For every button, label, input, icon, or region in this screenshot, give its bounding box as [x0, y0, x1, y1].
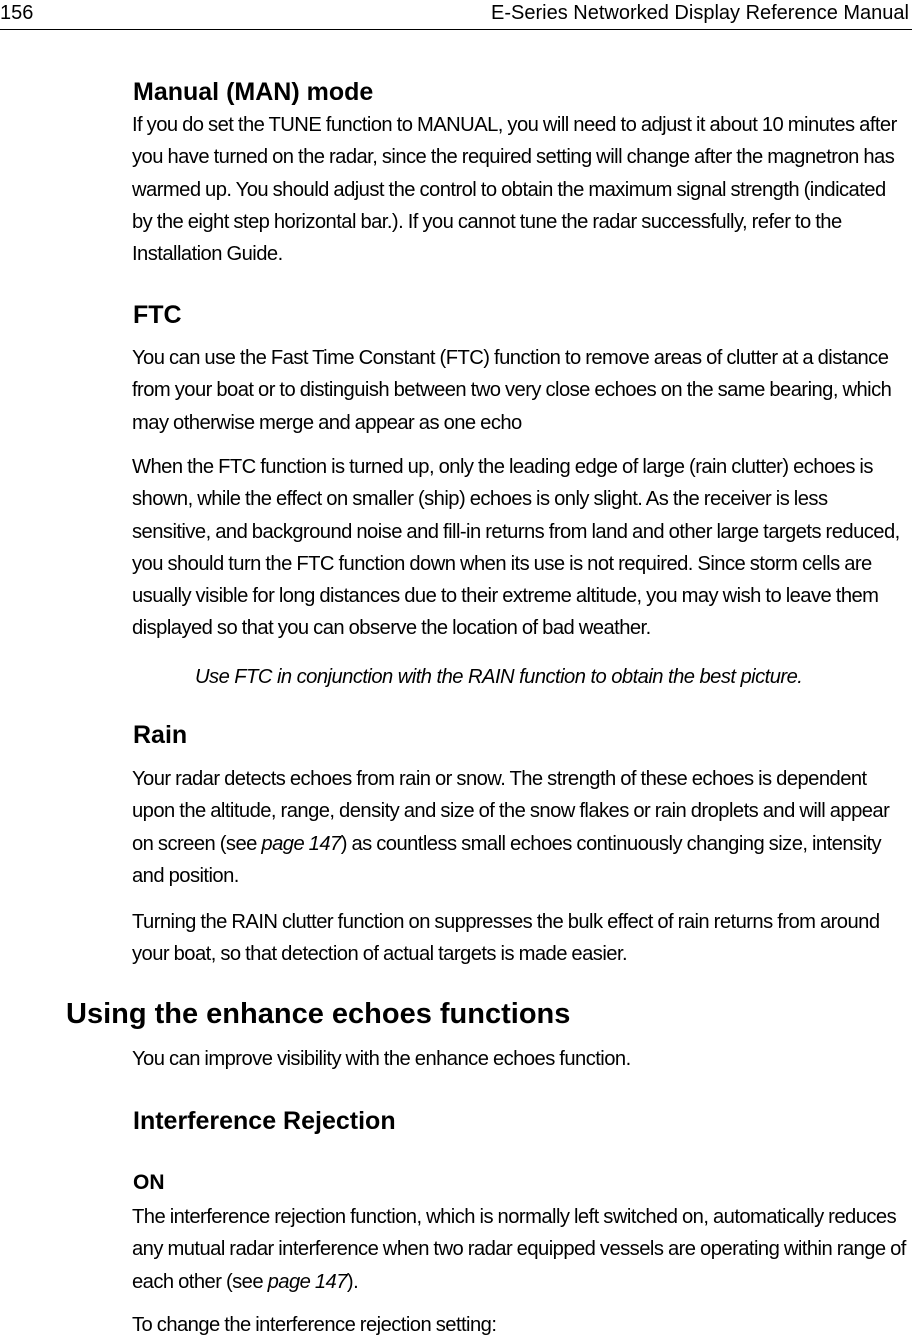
ftc-paragraph-1: You can use the Fast Time Constant (FTC) function to remove areas of clutter at a distance from your boat or to distinguish between two very close echoes on the same bearing, which may otherwise merge and appear as one echo [132, 347, 892, 434]
manual-mode-paragraph: If you do set the TUNE function to MANUAL, you will need to adjust it about 10 minutes after you have turned on the radar, since the required setting will change after the magnetron has warmed up. You should adjust the control to obtain the maximum signal strength (indicated by the eight step horizontal bar.). If you cannot tune the radar successfully, refer to the Installation Guide. [132, 114, 897, 266]
rain-paragraph-1: Your radar detects echoes from rain or snow. The strength of these echoes is dependent upon the altitude, range, density and size of the snow flakes or rain droplets and will appear on screen (see page 147) as countless small echoes continuously changing size, intensity and position. [132, 768, 890, 887]
enhance-echoes-paragraph: You can improve visibility with the enhance echoes function. [132, 1048, 631, 1070]
rain-paragraph-2: Turning the RAIN clutter function on suppresses the bulk effect of rain returns from around your boat, so that detection of actual targets is made easier. [132, 911, 880, 966]
page-reference-link[interactable]: page 147 [261, 832, 341, 855]
manual-title: E-Series Networked Display Reference Manual [491, 2, 909, 24]
enhance-echoes-heading: Using the enhance echoes functions [66, 998, 571, 1030]
interference-rejection-heading: Interference Rejection [133, 1107, 396, 1135]
ftc-heading: FTC [133, 301, 182, 329]
page-number: 156 [0, 2, 34, 24]
rain-heading: Rain [133, 721, 188, 749]
header-rule [0, 29, 912, 30]
manual-mode-heading: Manual (MAN) mode [133, 78, 374, 106]
ftc-note: Use FTC in conjunction with the RAIN function to obtain the best picture. [195, 666, 803, 688]
interference-paragraph-1: The interference rejection function, which is normally left switched on, automatically reduces any mutual radar interference when two radar equipped vessels are operating within range of each other (see page 147). [132, 1206, 906, 1293]
page-header [0, 0, 912, 32]
page-reference-link[interactable]: page 147 [267, 1270, 347, 1293]
on-subheading: ON [133, 1171, 165, 1194]
ftc-paragraph-2: When the FTC function is turned up, only the leading edge of large (rain clutter) echoes is shown, while the effect on smaller (ship) echoes is only slight. As the receiver is less sensitive, and background noise and fill-in returns from land and other large targets reduced, you should turn the FTC function down when its use is not required. Since storm cells are usually visible for long distances due to their extreme altitude, you may wish to leave them displayed so that you can observe the location of bad weather. [132, 456, 900, 640]
interference-paragraph-2: To change the interference rejection setting: [132, 1314, 497, 1336]
